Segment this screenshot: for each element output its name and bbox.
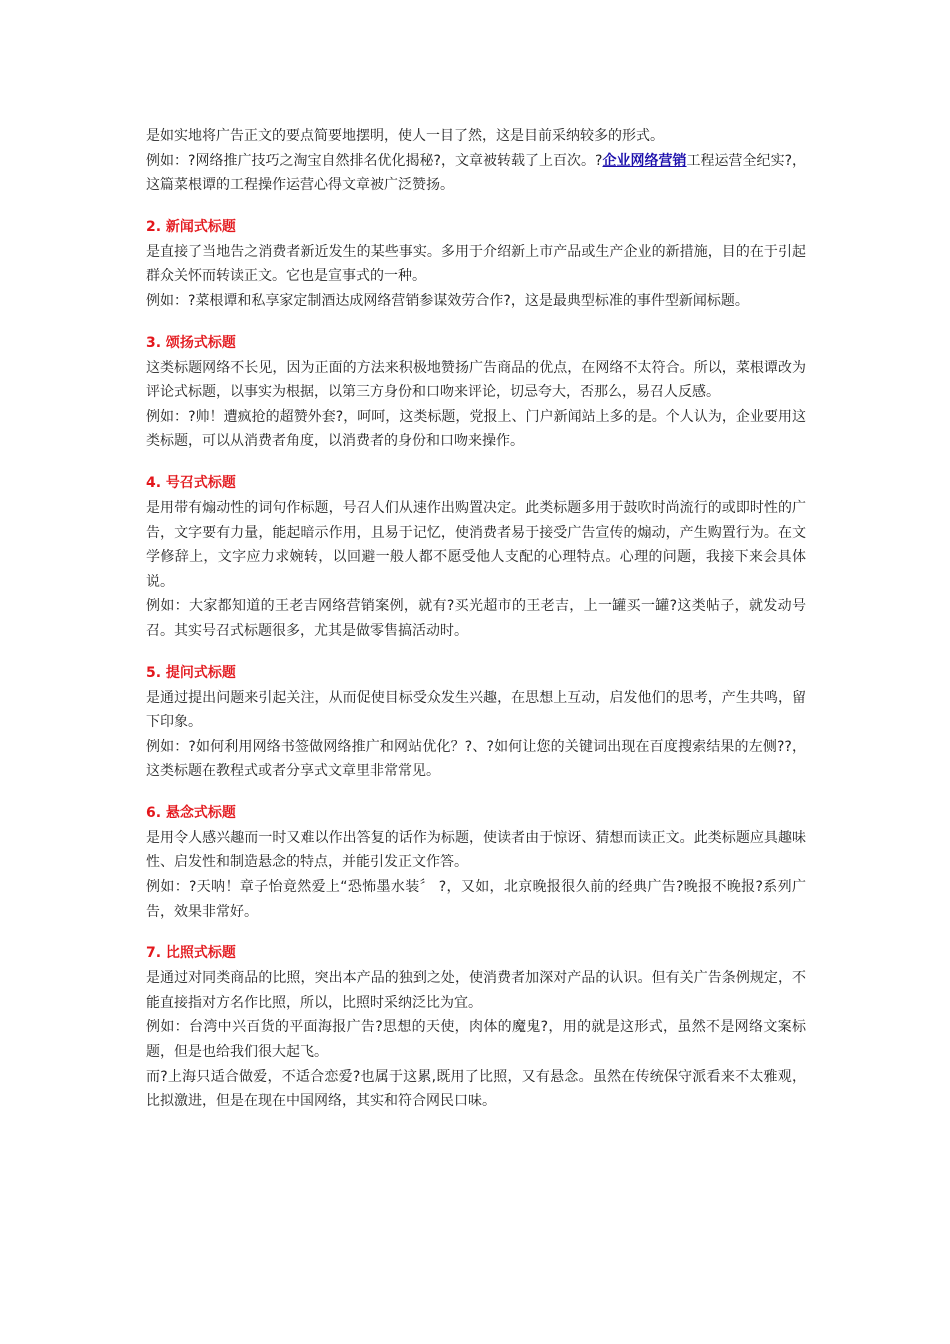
document-page — [146, 124, 806, 1114]
section-paragraph: 这类标题网络不长见，因为正面的方法来积极地赞扬广告商品的优点，在网络不太符合。所以，菜根谭改为评论式标题，以事实为根据，以第三方身份和口吻来评论，切忌夸大，否那么，易召人反感。 — [146, 359, 806, 401]
section-praise-title — [146, 332, 806, 454]
section-heading: 4. 号召式标题 — [146, 474, 236, 491]
section-heading: 5. 提问式标题 — [146, 664, 236, 681]
section-example: 例如：台湾中兴百货的平面海报广告?思想的天使，肉体的魔鬼?，用的就是这形式，虽然不是网络文案标题，但是也给我们很大起飞。 — [146, 1019, 806, 1061]
section-example-2: 而?上海只适合做爱，不适合恋爱?也属于这累,既用了比照，又有悬念。虽然在传统保守派看来不太雅观，比拟激进，但是在现在中国网络，其实和符合网民口味。 — [146, 1068, 806, 1110]
section-paragraph: 是通过对同类商品的比照，突出本产品的独到之处，使消费者加深对产品的认识。但有关广告条例规定，不能直接指对方名作比照，所以，比照时采纳泛比为宜。 — [146, 970, 806, 1011]
section-comparison-title — [146, 942, 806, 1114]
section-paragraph: 是通过提出问题来引起关注，从而促使目标受众发生兴趣，在思想上互动，启发他们的思考，产生共鸣，留下印象。 — [146, 689, 806, 731]
intro-example-paragraph — [146, 149, 806, 198]
section-heading: 2. 新闻式标题 — [146, 218, 236, 235]
enterprise-marketing-link[interactable]: 企业网络营销 — [602, 152, 687, 169]
section-heading: 3. 颂扬式标题 — [146, 334, 236, 351]
section-example: 例如：?如何利用网络书签做网络推广和网站优化？?、?如何让您的关键词出现在百度搜索结果的左侧??，这类标题在教程式或者分享式文章里非常常见。 — [146, 738, 806, 780]
section-heading: 6. 悬念式标题 — [146, 804, 236, 821]
intro-paragraph: 是如实地将广告正文的要点简要地摆明，使人一目了然，这是目前采纳较多的形式。 — [146, 128, 664, 144]
section-question-title — [146, 662, 806, 784]
section-example: 例如：大家都知道的王老吉网络营销案例，就有?买光超市的王老吉，上一罐买一罐?这类帖子，就发动号召。其实号召式标题很多，尤其是做零售搞活动时。 — [146, 598, 806, 639]
section-news-title — [146, 216, 806, 314]
section-suspense-title — [146, 802, 806, 924]
intro-example-text-end: 工程运营全纪实?，这篇菜根谭的工程操作运营心得文章被广泛赞扬。 — [146, 152, 807, 194]
section-heading: 7. 比照式标题 — [146, 945, 236, 962]
section-call-title — [146, 472, 806, 644]
section-example: 例如：?菜根谭和私享家定制酒达成网络营销参谋效劳合作?，这是最典型标准的事件型新闻标题。 — [146, 292, 749, 309]
intro-example-text: 例如：?网络推广技巧之淘宝自然排名优化揭秘?，文章被转载了上百次。? — [146, 152, 603, 169]
section-paragraph: 是用令人感兴趣而一时又难以作出答复的话作为标题，使读者由于惊讶、猜想而读正文。此类标题应具趣味性、启发性和制造悬念的特点，并能引发正文作答。 — [146, 829, 806, 871]
section-paragraph: 是直接了当地告之消费者新近发生的某些事实。多用于介绍新上市产品或生产企业的新措施，目的在于引起群众关怀而转读正文。它也是宣事式的一种。 — [146, 243, 806, 285]
section-example: 例如：?帅！遭疯抢的超赞外套?，呵呵，这类标题，党报上、门户新闻站上多的是。个人认为，企业要用这类标题，可以从消费者角度，以消费者的身份和口吻来操作。 — [146, 408, 806, 450]
section-paragraph: 是用带有煽动性的词句作标题，号召人们从速作出购置决定。此类标题多用于鼓吹时尚流行的或即时性的广告，文字要有力量，能起暗示作用，且易于记忆，使消费者易于接受广告宣传的煽动，产生购置行为。在文学修辞上，文字应力求婉转，以回避一般人都不愿受他人支配的心理特点。心理的问题，我接下来会具体说。 — [146, 499, 806, 590]
section-example: 例如：?天呐！章子怡竟然爱上“恐怖墨水装〞 ?，又如，北京晚报很久前的经典广告?晚报不晚报?系列广告，效果非常好。 — [146, 879, 806, 920]
